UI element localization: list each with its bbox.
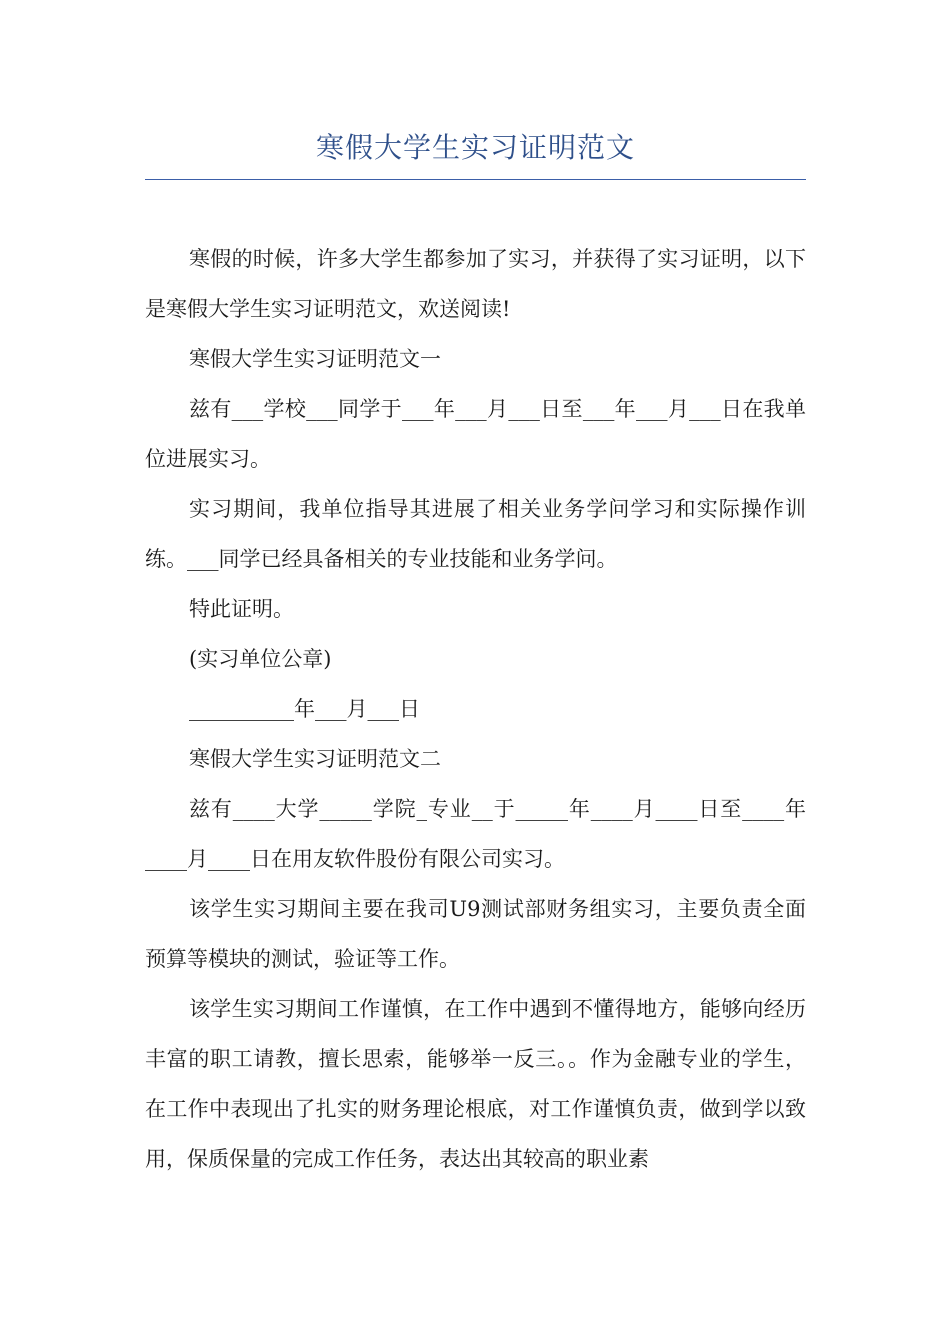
heading-sample-one: 寒假大学生实习证明范文一 [189,347,441,371]
document-body [145,234,806,1184]
paragraph-sample-two-intro: 兹有____大学_____学院_专业__于_____年____月____日至____年____月____日在用友软件股份有限公司实习。 [145,797,806,871]
title-underline [145,179,806,180]
heading-sample-two: 寒假大学生实习证明范文二 [189,747,441,771]
paragraph-seal: (实习单位公章) [189,647,332,671]
paragraph-sample-one-intro: 兹有___学校___同学于___年___月___日至___年___月___日在我单位进展实习。 [145,397,806,471]
paragraph-sample-one-training: 实习期间，我单位指导其进展了相关业务学问学习和实际操作训练。___同学已经具备相关的专业技能和业务学问。 [145,497,806,571]
paragraph-sample-two-evaluation: 该学生实习期间工作谨慎，在工作中遇到不懂得地方，能够向经历丰富的职工请教，擅长思索，能够举一反三。。作为金融专业的学生，在工作中表现出了扎实的财务理论根底，对工作谨慎负责，做到学以致用，保质保量的完成工作任务，表达出其较高的职业素 [145,997,806,1171]
paragraph-intro: 寒假的时候，许多大学生都参加了实习，并获得了实习证明，以下是寒假大学生实习证明范文，欢送阅读! [145,247,806,321]
paragraph-certify: 特此证明。 [189,597,294,621]
paragraph-sample-two-duties: 该学生实习期间主要在我司U9测试部财务组实习，主要负责全面预算等模块的测试，验证等工作。 [145,897,806,971]
document-title: 寒假大学生实习证明范文 [315,131,635,164]
paragraph-date-line: __________年___月___日 [189,697,420,721]
